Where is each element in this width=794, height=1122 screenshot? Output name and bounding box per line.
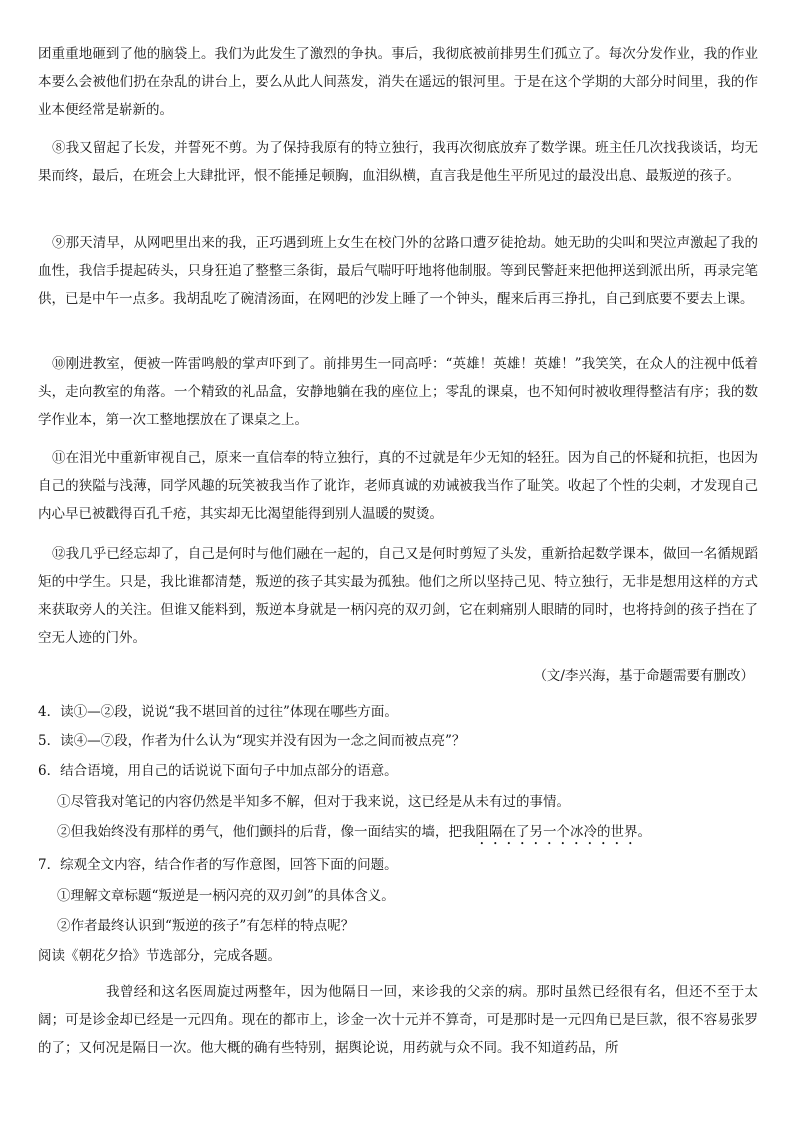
emphasized-phrase: 阻隔在了另一个冰冷的世界 [475, 824, 638, 840]
question-5: 5．读④—⑦段，作者为什么认为“现实并没有因为一念之间而被点亮”？ [38, 733, 466, 749]
paragraph-7-continued: 团重重地砸到了他的脑袋上。我们为此发生了激烈的争执。事后，我彻底被前排男生们孤立了。每次分发作业，我的作业本要么会被他们扔在杂乱的讲台上，要么从此人间蒸发，消失在遥远的银河里。于是在这个学期的大部分时间里，我的作业本便经常是崭新的。 [38, 46, 758, 118]
question-7-item-2: ②作者最终认识到“叛逆的孩子”有怎样的特点呢？ [57, 918, 355, 934]
paragraph-9: ⑨那天清早，从网吧里出来的我，正巧遇到班上女生在校门外的岔路口遭歹徒抢劫。她无助的尖叫和哭泣声激起了我的血性，我信手提起砖头，只身狂追了整整三条街，最后气喘吁吁地将他制服。等到民警赶来把他押送到派出所，再录完笔供，已是中午一点多。我胡乱吃了碗清汤面，在网吧的沙发上睡了一个钟头，醒来后再三挣扎，自己到底要不要去上课。 [38, 235, 758, 307]
question-6-item-1: ①尽管我对笔记的内容仍然是半知多不解，但对于我来说，这已经是从未有过的事情。 [57, 794, 570, 810]
question-7-item-1: ①理解文章标题“叛逆是一柄闪亮的双刃剑”的具体含义。 [57, 888, 395, 904]
question-6-item-2 [57, 818, 757, 848]
question-4: 4．读①—②段，说说“我不堪回首的过往”体现在哪些方面。 [38, 704, 398, 720]
question-6: 6．结合语境，用自己的话说说下面句子中加点部分的语意。 [38, 763, 398, 779]
paragraph-10: ⑩刚进教室，便被一阵雷鸣般的掌声吓到了。前排男生一同高呼：“英雄！英雄！英雄！”我笑笑，在众人的注视中低着头，走向教室的角落。一个精致的礼品盒，安静地躺在我的座位上；零乱的课桌，也不知何时被收理得整洁有序；我的数学作业本，第一次工整地摆放在了课桌之上。 [38, 356, 758, 428]
question-6-item-2-text: ②但我始终没有那样的勇气，他们颤抖的后背，像一面结实的墙，把我 [57, 824, 476, 840]
question-7: 7．综观全文内容，结合作者的写作意图，回答下面的问题。 [38, 857, 398, 873]
paragraph-11: ⑪在泪光中重新审视自己，原来一直信奉的特立独行，真的不过就是年少无知的轻狂。因为自己的怀疑和抗拒，也因为自己的狭隘与浅薄，同学风趣的玩笑被我当作了讹诈，老师真诚的劝诫被我当作了耻笑。收起了个性的尖刺，才发现自己内心早已被戳得百孔千疮，其实却无比渴望能得到别人温暖的熨烫。 [38, 450, 758, 522]
reading-intro: 阅读《朝花夕拾》节选部分，完成各题。 [38, 948, 281, 964]
paragraph-8: ⑧我又留起了长发，并誓死不剪。为了保持我原有的特立独行，我再次彻底放弃了数学课。班主任几次找我谈话，均无果而终，最后，在班会上大肆批评，恨不能捶足顿胸，血泪纵横，直言我是他生平所见过的最没出息、最叛逆的孩子。 [38, 140, 758, 184]
chaohua-passage: 我曾经和这名医周旋过两整年，因为他隔日一回，来诊我的父亲的病。那时虽然已经很有名，但还不至于太阔；可是诊金却已经是一元四角。现在的都市上，诊金一次十元并不算奇，可是那时是一元四角已是巨款，很不容易张罗的了；又何况是隔日一次。他大概的确有些特别，据舆论说，用药就与众不同。我不知道药品，所 [38, 984, 758, 1056]
question-6-item-2-end: 。 [637, 824, 651, 840]
source-attribution: （文/李兴海，基于命题需要有删改） [533, 668, 754, 684]
paragraph-12: ⑫我几乎已经忘却了，自己是何时与他们融在一起的，自己又是何时剪短了头发，重新拾起数学课本，做回一名循规蹈矩的中学生。只是，我比谁都清楚，叛逆的孩子其实最为孤独。他们之所以坚持己见、特立独行，无非是想用这样的方式来获取旁人的关注。但谁又能料到，叛逆本身就是一柄闪亮的双刃剑，它在刺痛别人眼睛的同时，也将持剑的孩子挡在了空无人迹的门外。 [38, 546, 758, 646]
